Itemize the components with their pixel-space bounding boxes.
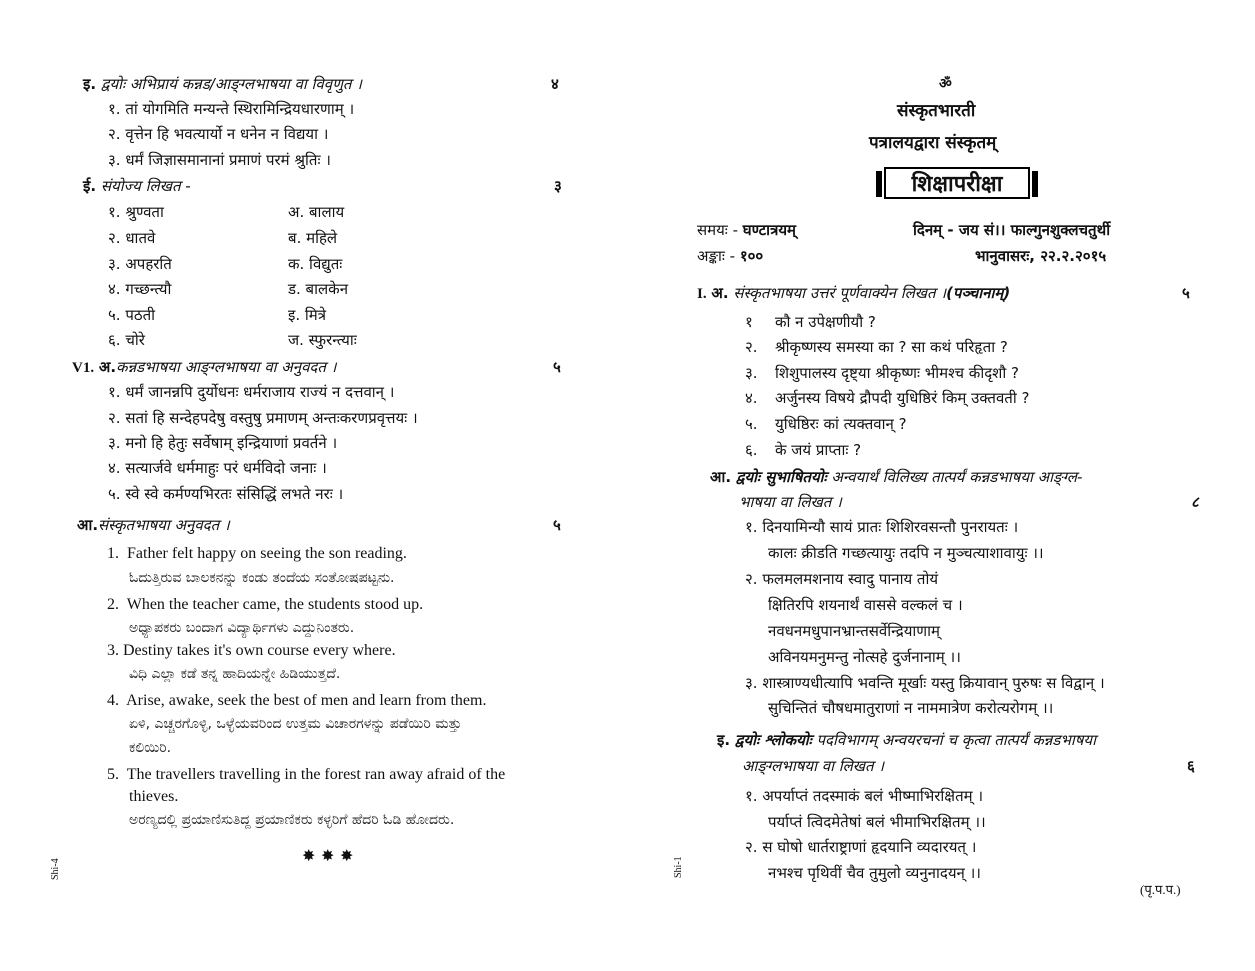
verse-line: २. स घोषो धार्तराष्ट्राणां हृदयानि व्यदारयत् । xyxy=(745,838,977,856)
total-marks-label: अङ्काः - xyxy=(697,247,740,265)
match-left-item: २. धातवे xyxy=(108,229,156,247)
list-item: १. तां योगमिति मन्यन्ते स्थिरामिन्द्रियधारणाम् । xyxy=(108,100,355,118)
match-right-item: ड. बालकेन xyxy=(288,280,349,298)
question-i-heading xyxy=(83,74,362,94)
question-item xyxy=(745,363,1019,383)
date-value: जय सं।। फाल्गुनशुक्लचतुर्थी xyxy=(958,221,1111,239)
question-item xyxy=(745,312,876,332)
item-number: १ xyxy=(745,313,753,331)
marks: ५ xyxy=(553,516,561,534)
verse-line: पर्याप्तं त्विदमेतेषां बलं भीमाभिरक्षितम् ।। xyxy=(768,813,986,831)
date-label: दिनम् - xyxy=(913,221,959,239)
question-ii-heading xyxy=(83,176,191,196)
item-text: युधिष्ठिरः कां त्यक्तवान् ? xyxy=(775,415,907,433)
match-left-item: ४. गच्छन्त्यौ xyxy=(108,280,172,298)
verse-line: सुचिन्तितं चौषधमातुराणां न नाममात्रेण करोत्यरोगम् ।। xyxy=(768,699,1054,717)
date-row xyxy=(913,220,1110,240)
question-note: (पञ्चानाम्) xyxy=(946,284,1011,302)
item-number: 3. xyxy=(107,642,119,659)
please-turn-over: (पृ.प.प.) xyxy=(1140,882,1181,897)
match-right-item: इ. मित्रे xyxy=(288,306,327,324)
time-value: घण्टात्रयम् xyxy=(742,221,797,239)
list-item: २. वृत्तेन हि भवत्यार्यो न धनेन न विद्यया । xyxy=(108,125,329,143)
question-bold-part: द्वयोः सुभाषितयोः xyxy=(735,468,827,486)
question-item xyxy=(745,388,1029,408)
translation-item xyxy=(107,642,396,660)
match-right-item: अ. बालाय xyxy=(288,203,345,221)
question-1aa-heading xyxy=(710,467,1082,487)
question-number: V1. xyxy=(72,360,95,376)
question-1i-heading xyxy=(717,730,1096,750)
page-code-right: Shi-1 xyxy=(673,856,684,878)
verse-line: क्षितिरपि शयनार्थं वाससे वल्कलं च । xyxy=(768,596,963,614)
english-sentence: When the teacher came, the students stood up. xyxy=(126,596,424,613)
match-right-item: ब. महिले xyxy=(288,229,338,247)
question-label: इ. xyxy=(83,75,97,93)
translation-item xyxy=(107,545,407,563)
kannada-sentence: ಅಧ್ಯಾಪಕರು ಬಂದಾಗ ವಿದ್ಯಾರ್ಥಿಗಳು ಎದ್ದುನಿಂತರು. xyxy=(129,620,355,636)
match-left-item: ६. चोरे xyxy=(108,331,145,349)
verse-line: नवधनमधुपानभ्रान्तसर्वेन्द्रियाणाम् xyxy=(768,622,940,640)
question-number: I. xyxy=(697,286,707,302)
item-number: २. xyxy=(745,338,758,356)
item-text: अर्जुनस्य विषये द्रौपदी युधिष्ठिरं किम् उक्तवती ? xyxy=(775,389,1030,407)
question-instruction: पदविभागम् अन्वयरचनां च कृत्वा तात्पर्यं कन्नडभाषया xyxy=(816,731,1097,749)
question-label: आ. xyxy=(710,468,732,486)
page-code-left: Shi-4 xyxy=(50,858,61,880)
match-left-item: ३. अपहरति xyxy=(108,255,172,273)
question-instruction-cont: भाषया वा लिखत । xyxy=(739,493,842,511)
marks: ३ xyxy=(554,177,562,195)
list-item: ५. स्वे स्वे कर्मण्यभिरतः संसिद्धिं लभते नरः । xyxy=(108,485,344,503)
english-sentence: Destiny takes it's own course every where. xyxy=(123,642,396,659)
list-item: ३. धर्मं जिज्ञासमानानां प्रमाणं परमं श्रुतिः । xyxy=(108,151,331,169)
time-label: समयः - xyxy=(697,221,743,239)
english-sentence: Arise, awake, seek the best of men and learn from them. xyxy=(126,692,487,709)
exam-title-box xyxy=(884,167,1030,199)
question-instruction: द्वयोः अभिप्रायं कन्नड/आङ्ग्लभाषया वा विवृणुत । xyxy=(100,75,362,93)
question-label: इ. xyxy=(717,731,731,749)
time-row xyxy=(697,220,796,240)
marks: ४ xyxy=(551,75,559,93)
verse-line: नभश्च पृथिवीं चैव तुमुलो व्यनुनादयन् ।। xyxy=(768,864,981,882)
verse-line: १. दिनयामिन्यौ सायं प्रातः शिशिरवसन्तौ पुनरायतः । xyxy=(745,518,1019,536)
kannada-sentence: ಏಳಿ, ಎಚ್ಚರಗೊಳ್ಳಿ, ಒಳ್ಳೆಯವರಿಂದ ಉತ್ತಮ ವಿಚಾರಗಳನ್ನು ಪಡೆಯಿರಿ ಮತ್ತು xyxy=(129,716,462,732)
english-sentence-cont: thieves. xyxy=(129,788,179,805)
list-item: ४. सत्यार्जवे धर्ममाहुः परं धर्मविदो जनाः । xyxy=(108,459,327,477)
question-instruction-cont: आङ्ग्लभाषया वा लिखत । xyxy=(742,757,885,775)
marks-row xyxy=(697,246,763,266)
list-item: २. सतां हि सन्देहपदेषु वस्तुषु प्रमाणम् अन्तःकरणप्रवृत्तयः । xyxy=(108,409,418,427)
organisation-name: संस्कृतभारती xyxy=(897,101,976,121)
item-number: 5. xyxy=(107,766,119,783)
course-subtitle: पत्रालयद्वारा संस्कृतम् xyxy=(869,133,997,153)
exam-day-date: भानुवासरः, २२.२.२०१५ xyxy=(975,247,1107,265)
item-text: के जयं प्राप्ताः ? xyxy=(775,441,862,459)
question-item xyxy=(745,337,1008,357)
match-right-item: ज. स्फुरन्त्याः xyxy=(288,331,357,349)
question-vi-a-heading xyxy=(72,357,336,377)
question-vi-aa-heading xyxy=(77,515,230,535)
match-right-item: क. विद्युतः xyxy=(288,255,343,273)
match-left-item: ५. पठती xyxy=(108,306,156,324)
verse-line: २. फलमलमशनाय स्वादु पानाय तोयं xyxy=(745,570,939,588)
item-number: ४. xyxy=(745,389,758,407)
item-number: ५. xyxy=(745,415,758,433)
question-item xyxy=(745,414,907,434)
exam-title: शिक्षापरीक्षा xyxy=(911,172,1003,197)
kannada-sentence-cont: ಕಲಿಯಿರಿ. xyxy=(129,740,172,756)
item-number: 1. xyxy=(107,545,119,562)
question-instruction: अन्वयार्थं विलिख्य तात्पर्यं कन्नडभाषया आङ्ग्ल- xyxy=(831,468,1083,486)
question-instruction: कन्नडभाषया आङ्ग्लभाषया वा अनुवदत । xyxy=(116,358,337,376)
om-symbol: ॐ xyxy=(939,76,952,92)
match-left-item: १. श्रुण्वता xyxy=(108,203,164,221)
list-item: १. धर्मं जानन्नपि दुर्योधनः धर्मराजाय राज्यं न दत्तवान् । xyxy=(108,383,395,401)
marks: ६ xyxy=(1187,757,1195,775)
question-instruction: संयोज्य लिखत - xyxy=(100,177,191,195)
verse-line: कालः क्रीडति गच्छत्यायुः तदपि न मुञ्चत्याशावायुः ।। xyxy=(768,544,1044,562)
translation-item xyxy=(107,692,486,710)
item-number: 4. xyxy=(107,692,119,709)
question-label: ई. xyxy=(83,177,97,195)
question-instruction: संस्कृतभाषया उत्तरं पूर्णवाक्येन लिखत । xyxy=(733,284,947,302)
item-text: कौ न उपेक्षणीयौ ? xyxy=(775,313,876,331)
question-1a-heading xyxy=(697,283,1010,303)
end-of-page-stars: ✸ ✸ ✸ xyxy=(302,846,354,865)
question-label: अ. xyxy=(98,358,117,376)
item-text: शिशुपालस्य दृष्ट्या श्रीकृष्णः भीमश्च कीदृशौ ? xyxy=(775,364,1019,382)
kannada-sentence: ಓದುತ್ತಿರುವ ಬಾಲಕನನ್ನು ಕಂಡು ತಂದೆಯ ಸಂತೋಷಪಟ್ಟನು. xyxy=(129,570,395,586)
verse-line: अविनयमनुमन्तु नोत्सहे दुर्जनानाम् ।। xyxy=(768,648,961,666)
question-instruction: संस्कृतभाषया अनुवदत । xyxy=(98,516,230,534)
translation-item xyxy=(107,596,423,614)
translation-item xyxy=(107,766,505,784)
question-item xyxy=(745,440,861,460)
total-marks-value: १०० xyxy=(739,247,764,265)
item-number: 2. xyxy=(107,596,119,613)
item-text: श्रीकृष्णस्य समस्या का ? सा कथं परिहृता ? xyxy=(775,338,1008,356)
question-bold-part: द्वयोः श्लोकयोः xyxy=(734,731,812,749)
list-item: ३. मनो हि हेतुः सर्वेषाम् इन्द्रियाणां प्रवर्तने । xyxy=(108,434,338,452)
item-number: ६. xyxy=(745,441,758,459)
question-label: आ. xyxy=(77,516,99,534)
marks: ५ xyxy=(1182,284,1190,302)
marks: ५ xyxy=(553,358,561,376)
question-label: अ. xyxy=(711,284,729,302)
kannada-sentence: ಅರಣ್ಯದಲ್ಲಿ ಪ್ರಯಾಣಿಸುತಿದ್ದ ಪ್ರಯಾಣಿಕರು ಕಳ್ಳರಿಗೆ ಹೆದರಿ ಓಡಿ ಹೋದರು. xyxy=(129,812,455,828)
verse-line: १. अपर्याप्तं तदस्माकं बलं भीष्माभिरक्षितम् । xyxy=(745,787,984,805)
verse-line: ३. शास्त्राण्यधीत्यापि भवन्ति मूर्खाः यस्तु क्रियावान् पुरुषः स विद्वान् । xyxy=(745,674,1105,692)
english-sentence: Father felt happy on seeing the son reading. xyxy=(127,545,407,562)
kannada-sentence: ವಿಧಿ ಎಲ್ಲಾ ಕಡೆ ತನ್ನ ಹಾದಿಯನ್ನೇ ಹಿಡಿಯುತ್ತದೆ. xyxy=(129,666,341,682)
english-sentence: The travellers travelling in the forest ran away afraid of the xyxy=(126,766,506,783)
marks: ८ xyxy=(1191,493,1199,511)
item-number: ३. xyxy=(745,364,758,382)
